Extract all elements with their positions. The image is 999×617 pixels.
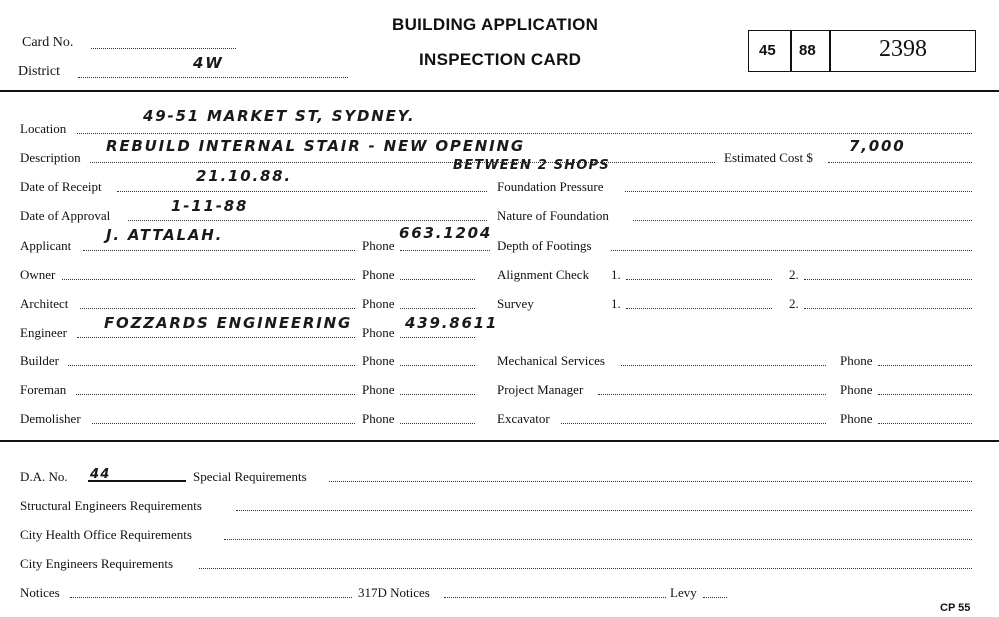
estimated-cost-field[interactable]: [828, 160, 972, 163]
owner-phone-field[interactable]: [400, 277, 475, 280]
estimated-cost-label: Estimated Cost $: [724, 150, 813, 165]
depth-footings-label: Depth of Footings: [497, 238, 592, 253]
district-label: District: [18, 64, 60, 79]
survey-field-2[interactable]: [804, 306, 972, 309]
city-engineers-label: City Engineers Requirements: [20, 556, 174, 571]
engineer-phone-label: Phone: [362, 325, 395, 340]
notices-317d-label: 317D Notices: [358, 585, 430, 600]
levy-field[interactable]: [703, 595, 727, 598]
location-value: 49-51 MARKET ST, SYDNEY.: [143, 107, 416, 125]
box-code-b: 88: [799, 42, 816, 59]
applicant-phone-label: Phone: [362, 238, 395, 253]
special-requirements-field[interactable]: [329, 479, 972, 482]
structural-field[interactable]: [236, 508, 972, 511]
description-value-2: BETWEEN 2 SHOPS: [453, 158, 610, 173]
engineer-phone-field[interactable]: [400, 335, 475, 338]
architect-field[interactable]: [80, 306, 355, 309]
description-value: REBUILD INTERNAL STAIR - NEW OPENING: [106, 137, 525, 155]
excavator-label: Excavator: [497, 411, 550, 426]
foundation-pressure-label: Foundation Pressure: [497, 179, 604, 194]
owner-field[interactable]: [62, 277, 355, 280]
engineer-phone-value: 439.8611: [405, 314, 499, 332]
foreman-label: Foreman: [20, 382, 67, 397]
da-no-value: 44: [90, 467, 111, 482]
engineer-label: Engineer: [20, 325, 67, 340]
foreman-phone-field[interactable]: [400, 392, 475, 395]
demolisher-phone-field[interactable]: [400, 421, 475, 424]
project-manager-phone-field[interactable]: [878, 392, 972, 395]
applicant-label: Applicant: [20, 238, 72, 253]
excavator-phone-label: Phone: [840, 411, 873, 426]
mechanical-label: Mechanical Services: [497, 353, 605, 368]
project-manager-field[interactable]: [598, 392, 826, 395]
engineer-field[interactable]: [77, 335, 355, 338]
mechanical-field[interactable]: [621, 363, 826, 366]
demolisher-label: Demolisher: [20, 411, 81, 426]
excavator-phone-field[interactable]: [878, 421, 972, 424]
notices-label: Notices: [20, 585, 60, 600]
notices-field[interactable]: [70, 595, 352, 598]
district-field[interactable]: [78, 75, 348, 78]
structural-label: Structural Engineers Requirements: [20, 498, 202, 513]
builder-phone-field[interactable]: [400, 363, 475, 366]
alignment-check-field-1[interactable]: [626, 277, 772, 280]
demolisher-field[interactable]: [92, 421, 355, 424]
levy-label: Levy: [670, 585, 697, 600]
description-label: Description: [20, 150, 81, 165]
box-divider: [829, 30, 831, 72]
card-number-box: [748, 30, 976, 72]
project-manager-phone-label: Phone: [840, 382, 873, 397]
owner-label: Owner: [20, 267, 56, 282]
form-title: BUILDING APPLICATION: [392, 15, 599, 34]
alignment-check-field-2[interactable]: [804, 277, 972, 280]
date-approval-value: 1-11-88: [171, 197, 249, 215]
da-no-label: D.A. No.: [20, 469, 68, 484]
alignment-check-label: Alignment Check: [497, 267, 590, 282]
description-field[interactable]: [90, 160, 715, 163]
depth-footings-field[interactable]: [611, 248, 972, 251]
health-label: City Health Office Requirements: [20, 527, 192, 542]
box-code-a: 45: [759, 42, 776, 59]
survey-label: Survey: [497, 296, 534, 311]
engineer-value: FOZZARDS ENGINEERING: [104, 314, 353, 332]
nature-foundation-label: Nature of Foundation: [497, 208, 609, 223]
excavator-field[interactable]: [561, 421, 826, 424]
architect-phone-field[interactable]: [400, 306, 475, 309]
form-subtitle: INSPECTION CARD: [419, 50, 582, 69]
location-field[interactable]: [77, 131, 972, 134]
survey-num-2: 2.: [789, 296, 799, 311]
card-no-label: Card No.: [22, 35, 74, 50]
architect-phone-label: Phone: [362, 296, 395, 311]
builder-label: Builder: [20, 353, 59, 368]
card-number: 2398: [879, 36, 927, 62]
alignment-num-1: 1.: [611, 267, 621, 282]
date-receipt-label: Date of Receipt: [20, 179, 102, 194]
box-divider: [790, 30, 792, 72]
health-field[interactable]: [224, 537, 972, 540]
card-no-field[interactable]: [91, 46, 236, 49]
mechanical-phone-label: Phone: [840, 353, 873, 368]
mechanical-phone-field[interactable]: [878, 363, 972, 366]
district-value: 4W: [193, 54, 224, 72]
survey-field-1[interactable]: [626, 306, 772, 309]
project-manager-label: Project Manager: [497, 382, 584, 397]
location-label: Location: [20, 121, 67, 136]
applicant-value: J. ATTALAH.: [106, 226, 224, 244]
survey-num-1: 1.: [611, 296, 621, 311]
builder-field[interactable]: [68, 363, 355, 366]
applicant-field[interactable]: [83, 248, 355, 251]
date-approval-label: Date of Approval: [20, 208, 111, 223]
date-approval-field[interactable]: [128, 218, 487, 221]
builder-phone-label: Phone: [362, 353, 395, 368]
owner-phone-label: Phone: [362, 267, 395, 282]
date-receipt-value: 21.10.88.: [196, 167, 292, 185]
foreman-field[interactable]: [76, 392, 355, 395]
demolisher-phone-label: Phone: [362, 411, 395, 426]
city-engineers-field[interactable]: [199, 566, 972, 569]
foreman-phone-label: Phone: [362, 382, 395, 397]
date-receipt-field[interactable]: [117, 189, 487, 192]
applicant-phone-value: 663.1204: [399, 224, 493, 242]
estimated-cost-value: 7,000: [849, 137, 906, 155]
middle-divider: [0, 440, 999, 442]
nature-foundation-field[interactable]: [633, 218, 972, 221]
architect-label: Architect: [20, 296, 69, 311]
applicant-phone-field[interactable]: [400, 248, 490, 251]
special-requirements-label: Special Requirements: [193, 469, 307, 484]
notices-317d-field[interactable]: [444, 595, 666, 598]
foundation-pressure-field[interactable]: [625, 189, 972, 192]
top-divider: [0, 90, 999, 92]
alignment-num-2: 2.: [789, 267, 799, 282]
form-code: CP 55: [940, 602, 971, 614]
